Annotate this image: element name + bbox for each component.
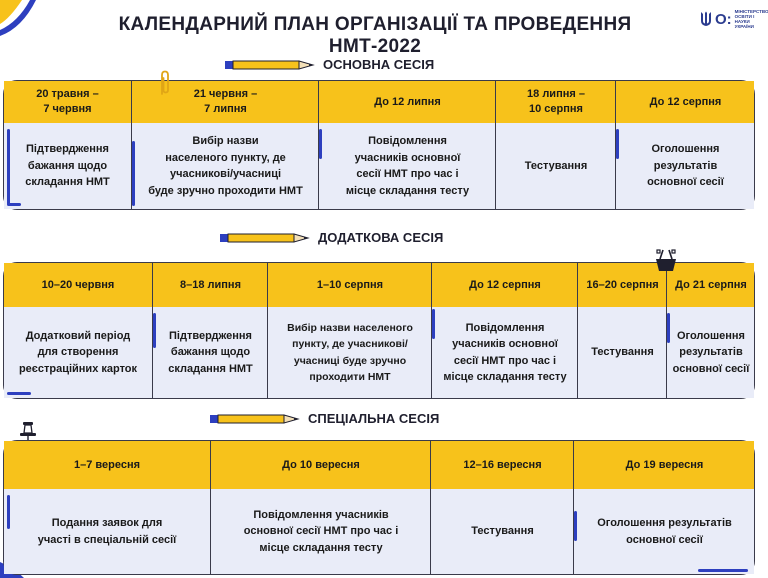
column-date: 1–10 серпня xyxy=(316,278,384,291)
schedule-column xyxy=(430,441,574,574)
schedule-column xyxy=(318,81,496,209)
column-date: 1–7 вересня xyxy=(73,458,141,471)
accent-mark xyxy=(7,129,10,205)
session-heading-additional xyxy=(220,230,443,245)
column-description: Повідомлення учасників основної сесії НМТ про час і місце складання тесту xyxy=(243,508,399,554)
accent-mark xyxy=(616,129,619,159)
pencil-icon xyxy=(210,413,300,425)
column-description: Тестування xyxy=(524,159,588,172)
paperclip-icon xyxy=(158,70,172,96)
session-table-additional xyxy=(3,262,755,399)
column-description: Оголошення результатів основної сесії xyxy=(647,143,724,189)
schedule-column xyxy=(267,263,432,398)
column-date: 16–20 серпня xyxy=(586,278,659,291)
schedule-column xyxy=(666,263,755,398)
session-table-special xyxy=(3,440,755,575)
column-date: 12–16 вересня xyxy=(463,458,542,471)
accent-mark xyxy=(698,569,748,572)
column-description: Вибір назви населеного пункту, де учасникові/ учасниці буде зручно проходити НМТ xyxy=(287,321,413,383)
session-heading-main xyxy=(225,57,434,72)
trident-icon xyxy=(700,11,712,27)
accent-mark xyxy=(667,313,670,343)
accent-mark xyxy=(7,392,31,395)
schedule-column xyxy=(4,81,131,209)
session-title: ДОДАТКОВА СЕСІЯ xyxy=(318,230,444,245)
column-description: Додатковий період для створення реєстраційних карток xyxy=(18,329,138,375)
accent-mark xyxy=(432,309,435,339)
session-heading-special xyxy=(210,411,439,426)
column-date: 10–20 червня xyxy=(41,278,115,291)
page-title: КАЛЕНДАРНИЙ ПЛАН ОРГАНІЗАЦІЇ ТА ПРОВЕДЕННЯ НМТ-2022 xyxy=(118,14,632,57)
column-date: 21 червня – 7 липня xyxy=(193,88,258,115)
ministry-logo xyxy=(700,6,768,32)
column-description: Тестування xyxy=(591,346,654,359)
column-date: До 10 вересня xyxy=(282,458,360,471)
accent-mark xyxy=(574,511,577,541)
pencil-icon xyxy=(225,59,315,71)
column-date: 8–18 липня xyxy=(180,278,241,291)
column-date: До 12 серпня xyxy=(469,278,541,291)
column-description: Підтвердження бажання щодо складання НМТ xyxy=(25,143,110,189)
column-date: 20 травня – 7 червня xyxy=(36,88,99,115)
schedule-column xyxy=(495,81,616,209)
corner-decoration xyxy=(0,0,60,40)
schedule-column xyxy=(4,263,152,398)
column-date: До 21 серпня xyxy=(675,278,747,291)
accent-mark xyxy=(153,313,156,348)
pencil-icon xyxy=(220,232,310,244)
column-date: 18 липня – 10 серпня xyxy=(527,88,585,115)
schedule-column xyxy=(131,81,319,209)
column-date: До 12 липня xyxy=(374,95,441,108)
session-title: СПЕЦІАЛЬНА СЕСІЯ xyxy=(308,411,440,426)
column-description: Повідомлення учасників основної сесії НМТ про час і місце складання тесту xyxy=(443,321,567,383)
logo-mark: О: xyxy=(715,10,732,28)
column-description: Оголошення результатів основної сесії xyxy=(672,329,750,375)
schedule-column xyxy=(431,263,578,398)
column-description: Повідомлення учасників основної сесії НМТ про час і місце складання тесту xyxy=(345,135,470,197)
schedule-column xyxy=(4,441,210,574)
accent-mark xyxy=(319,129,322,159)
logo-ministry-text: МІНІСТЕРСТВО ОСВІТИ І НАУКИ УКРАЇНИ xyxy=(734,9,768,29)
session-title: ОСНОВНА СЕСІЯ xyxy=(323,57,435,72)
column-date: До 12 серпня xyxy=(649,95,722,108)
schedule-column xyxy=(577,263,667,398)
schedule-column xyxy=(152,263,268,398)
column-description: Оголошення результатів основної сесії xyxy=(597,517,732,546)
accent-mark xyxy=(132,141,135,206)
column-description: Вибір назви населеного пункту, де учасникові/учасниці буде зручно проходити НМТ xyxy=(148,135,303,197)
schedule-column xyxy=(615,81,755,209)
session-table-main xyxy=(3,80,755,210)
column-description: Подання заявок для участі в спеціальній сесії xyxy=(37,517,177,546)
accent-mark xyxy=(7,495,10,529)
schedule-column xyxy=(573,441,755,574)
schedule-column xyxy=(210,441,431,574)
column-description: Тестування xyxy=(471,525,534,538)
column-date: До 19 вересня xyxy=(625,458,704,471)
column-description: Підтвердження бажання щодо складання НМТ xyxy=(168,329,253,375)
binder-clip-icon xyxy=(654,249,678,273)
